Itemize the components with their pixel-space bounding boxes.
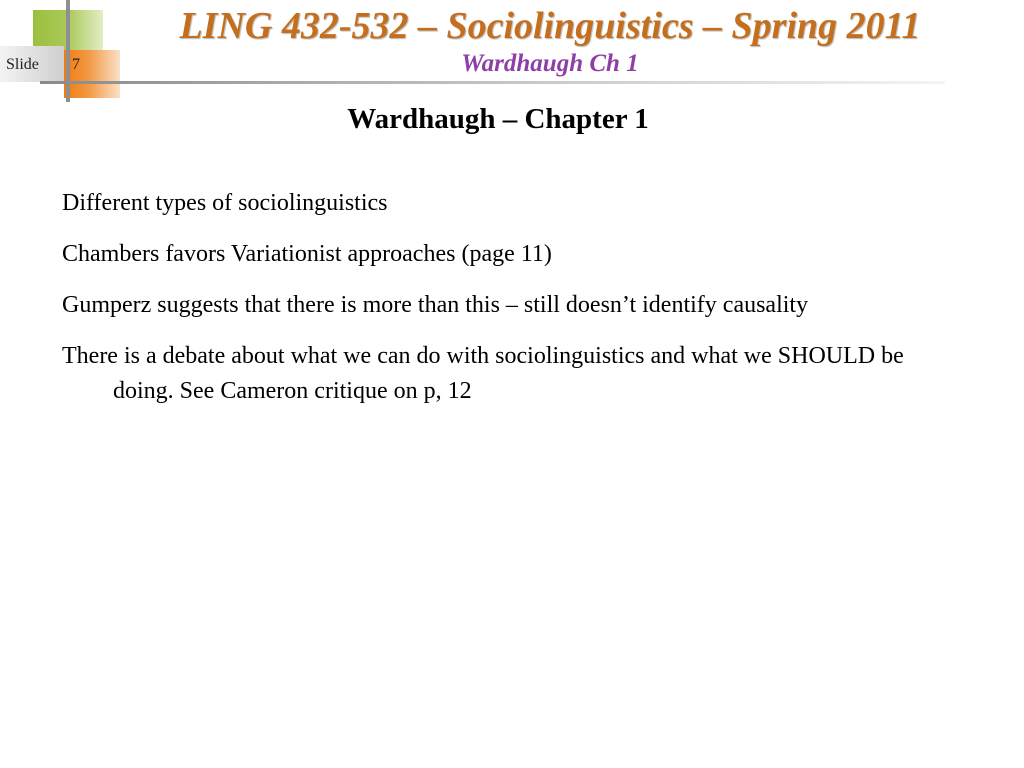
bullet-item: Chambers favors Variationist approaches (page 11): [62, 241, 552, 267]
bullet-item: Gumperz suggests that there is more than this – still doesn’t identify causality: [62, 292, 809, 318]
course-title: LING 432-532 – Sociolinguistics – Spring 2011: [179, 5, 921, 47]
course-subtitle: Wardhaugh Ch 1: [461, 50, 639, 77]
bullet-item: Different types of sociolinguistics: [62, 190, 388, 216]
bullet-item: There is a debate about what we can do with sociolinguistics and what we SHOULD be doing. See Cameron critique on p, 12: [62, 343, 904, 404]
header-divider: [40, 81, 945, 84]
slide-number: 7: [72, 56, 80, 73]
bullet-list: [62, 186, 942, 425]
vertical-divider: [66, 0, 70, 102]
slide-label: Slide: [6, 56, 39, 73]
slide-heading: Wardhaugh – Chapter 1: [347, 103, 649, 135]
